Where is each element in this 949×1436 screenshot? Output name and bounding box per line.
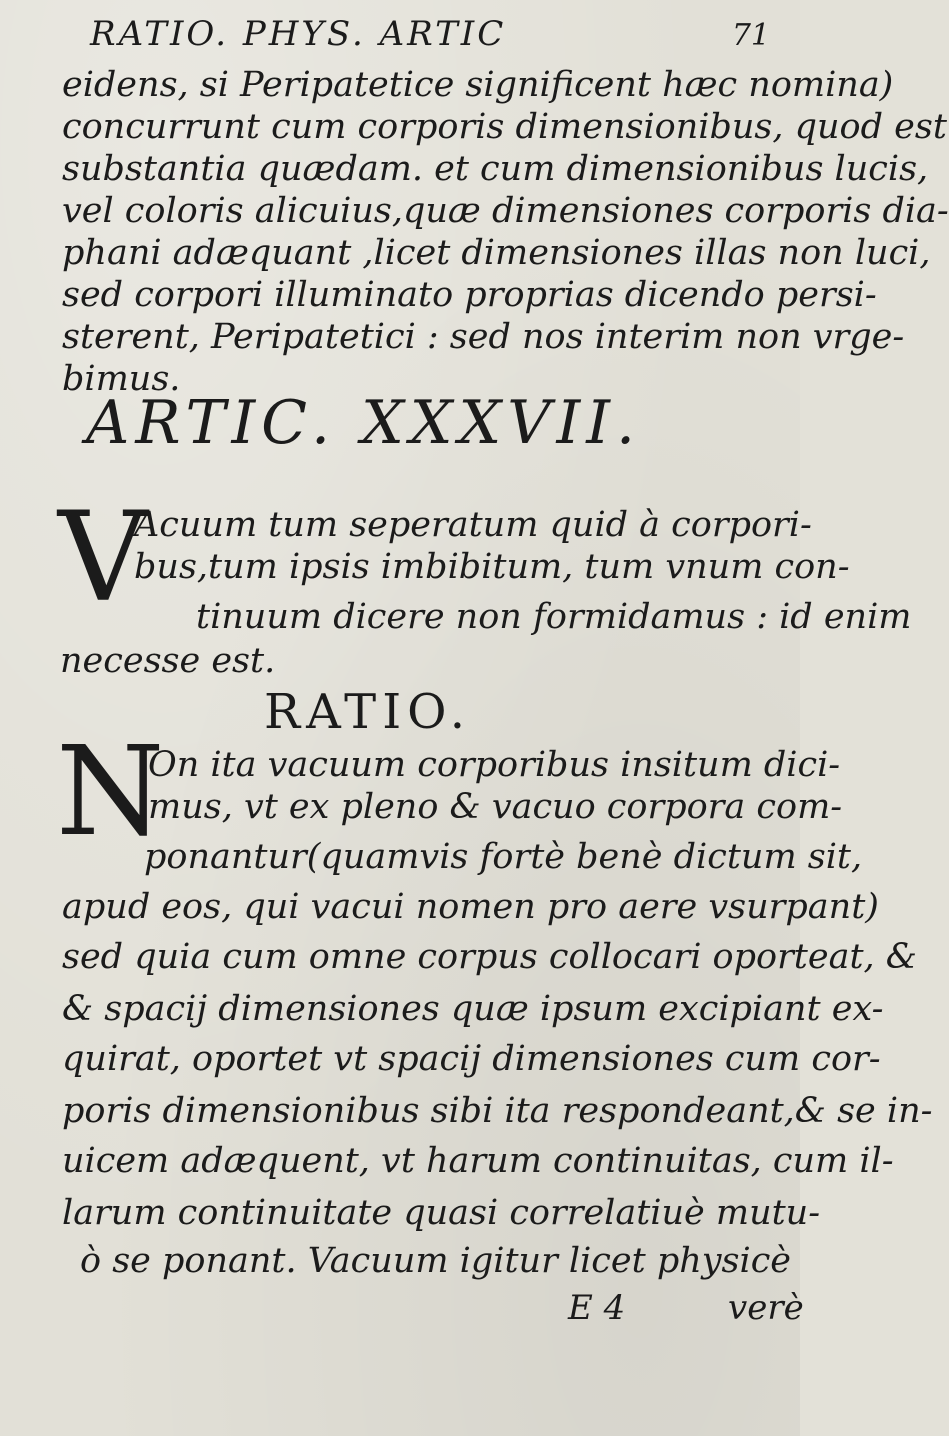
ratio-heading: RATIO. [264, 684, 471, 740]
text-line: concurrunt cum corporis dimensionibus, quod est [62, 107, 947, 147]
text-line: ò se ponant. Vacuum igitur licet physicè [80, 1241, 792, 1281]
text-line: & spacij dimensiones quæ ipsum excipiant ex- [62, 989, 884, 1029]
signature-mark: E 4 [568, 1288, 626, 1328]
page-header [90, 6, 770, 56]
text-line: larum continuitate quasi correlatiuè mutu- [62, 1193, 821, 1233]
text-line: On ita vacuum corporibus insitum dici- [148, 745, 841, 785]
article-heading: ARTIC. XXXVII. [86, 388, 642, 458]
article-paragraph [58, 486, 912, 684]
text-line: uicem adæquent, vt harum continuitas, cum il- [62, 1141, 894, 1181]
text-line: phani adæquant ,licet dimensiones illas non luci, [62, 233, 931, 273]
text-line: ponantur(quamvis fortè benè dictum sit, [144, 837, 863, 877]
text-line: tinuum dicere non formidamus : id enim [196, 597, 912, 637]
running-head: RATIO. PHYS. ARTIC [90, 14, 507, 54]
text-line: bus,tum ipsis imbibitum, tum vnum con- [134, 547, 850, 587]
text-line: sed corpori illuminato proprias dicendo persi- [62, 275, 877, 315]
catchword: verè [728, 1288, 804, 1328]
drop-cap-n: N [56, 720, 165, 864]
text-line: quirat, oportet vt spacij dimensiones cum cor- [62, 1039, 881, 1079]
opening-paragraph [62, 64, 949, 399]
text-line: Acuum tum seperatum quid à corpori- [134, 505, 812, 545]
drop-cap-v: V [58, 486, 148, 630]
text-line: apud eos, qui vacui nomen pro aere vsurpant) [62, 887, 879, 927]
page-number: 71 [731, 18, 770, 53]
text-line: substantia quædam. et cum dimensionibus lucis, [62, 149, 929, 189]
text-line: mus, vt ex pleno & vacuo corpora com- [148, 787, 843, 827]
text-line: sterent, Peripatetici : sed nos interim non vrge- [62, 317, 905, 357]
text-line: necesse est. [60, 641, 276, 681]
text-line: sed quia cum omne corpus collocari oporteat, & [62, 937, 917, 977]
ratio-paragraph [56, 720, 933, 1281]
text-line: poris dimensionibus sibi ita respondeant,& se in- [62, 1091, 933, 1131]
text-line: bimus. [62, 359, 181, 399]
text-line: vel coloris alicuius,quæ dimensiones corporis dia- [62, 191, 949, 231]
text-line: eidens, si Peripatetice significent hæc nomina) [62, 65, 894, 105]
